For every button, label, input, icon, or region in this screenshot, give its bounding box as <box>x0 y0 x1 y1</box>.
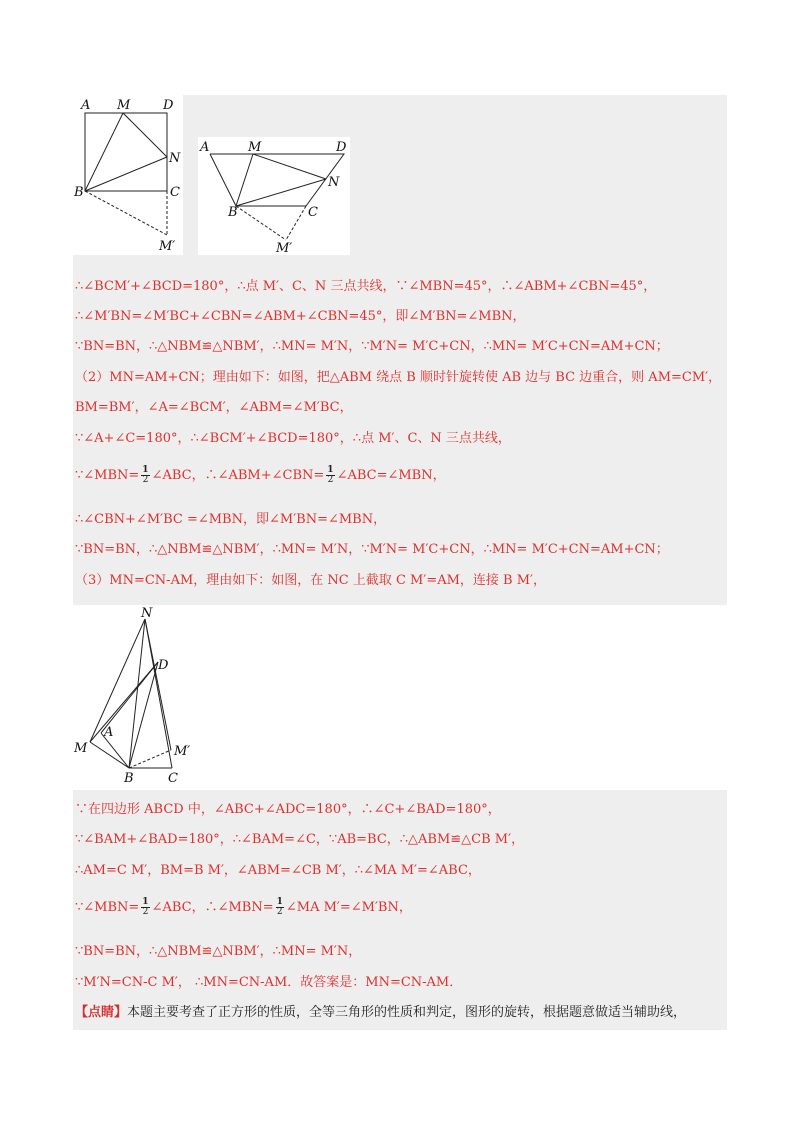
fraction-numerator: 1 <box>142 465 149 475</box>
text-segment: ∵∠MBN= <box>75 468 140 483</box>
text-line-14 <box>75 898 412 917</box>
text-line-5: BM=BM′，∠A=∠BCM′，∠ABM=∠M′BC， <box>75 400 353 415</box>
label-Mprime: M′ <box>276 241 293 255</box>
label-C: C <box>170 185 180 200</box>
fraction-denominator: 2 <box>276 907 283 917</box>
label-A: A <box>104 725 114 740</box>
label-M: M <box>248 140 262 155</box>
text-line-13: ∴AM=C M′，BM=B M′，∠ABM=∠CB M′，∴∠MA M′=∠ABC， <box>75 863 481 878</box>
fraction-numerator: 1 <box>276 897 283 907</box>
text-segment: ∠ABC=∠MBN， <box>336 468 446 483</box>
label-D: D <box>163 98 174 113</box>
text-segment: ∵∠MBN= <box>75 900 140 915</box>
fraction-denominator: 2 <box>142 907 149 917</box>
key-point-text: 本题主要考查了正方形的性质，全等三角形的性质和判定，图形的旋转，根据题意做适当辅助线， <box>127 1005 687 1020</box>
text-line-12: ∵∠BAM+∠BAD=180°，∴∠BAM=∠C，∵AB=BC，∴△ABM≌△CB M′， <box>75 832 525 847</box>
label-B: B <box>124 771 134 785</box>
fraction-denominator: 2 <box>327 475 334 485</box>
text-line-10: （3）MN=CN-AM，理由如下：如图，在 NC 上截取 C M′=AM，连接 B M′， <box>75 573 546 588</box>
label-A: A <box>200 140 210 155</box>
fraction-half <box>326 466 334 485</box>
figure-square <box>73 95 183 255</box>
label-D: D <box>158 658 169 673</box>
label-M: M <box>74 741 88 756</box>
text-line-6: ∵∠A+∠C=180°，∴∠BCM′+∠BCD=180°，∴点 M′、C、N 三点共线， <box>75 431 511 446</box>
fraction-numerator: 1 <box>327 465 334 475</box>
label-Mprime: M′ <box>159 239 176 254</box>
text-line-3: ∵BN=BN，∴△NBM≌△NBM′，∴MN= M′N，∵M′N= M′C+CN，∴MN= M′C+CN=AM+CN； <box>75 339 669 354</box>
label-N: N <box>169 151 181 166</box>
label-D: D <box>336 140 347 155</box>
label-N: N <box>328 175 340 190</box>
text-line-11: ∵在四边形 ABCD 中，∠ABC+∠ADC=180°，∴∠C+∠BAD=180°， <box>75 802 501 817</box>
fraction-half <box>141 898 149 917</box>
text-line-7 <box>75 466 446 485</box>
quadrilateral-diagram <box>73 605 195 785</box>
square-diagram <box>73 95 183 255</box>
text-line-1: ∴∠BCM′+∠BCD=180°，∴点 M′、C、N 三点共线，∵∠MBN=45°，∴∠ABM+∠CBN=45°， <box>75 279 657 294</box>
label-N: N <box>141 606 153 621</box>
label-B: B <box>74 185 84 200</box>
text-line-2: ∴∠M′BN=∠M′BC+∠CBN=∠ABM+∠CBN=45°，即∠M′BN=∠MBN， <box>75 309 526 324</box>
figure-quadrilateral <box>73 605 195 785</box>
text-segment: ∠MA M′=∠M′BN， <box>285 900 412 915</box>
text-segment: ∠ABC，∴∠MBN= <box>151 900 274 915</box>
fraction-half <box>141 466 149 485</box>
trapezoid-diagram <box>198 137 350 255</box>
text-line-4: （2）MN=AM+CN；理由如下：如图，把△ABM 绕点 B 顺时针旋转使 AB 边与 BC 边重合，则 AM=CM′， <box>75 370 722 385</box>
key-point-tag: 【点睛】 <box>75 1005 128 1020</box>
fraction-half <box>276 898 284 917</box>
figure-trapezoid <box>198 137 350 255</box>
label-A: A <box>81 98 91 113</box>
text-line-16: ∵M′N=CN-C M′， ∴MN=CN-AM．故答案是：MN=CN-AM． <box>75 975 463 990</box>
label-B: B <box>228 205 238 220</box>
text-line-9: ∵BN=BN，∴△NBM≌△NBM′，∴MN= M′N，∵M′N= M′C+CN，∴MN= M′C+CN=AM+CN； <box>75 542 669 557</box>
text-segment: ∠ABC，∴∠ABM+∠CBN= <box>151 468 325 483</box>
label-C: C <box>308 205 318 220</box>
text-line-17 <box>75 1005 686 1021</box>
label-M: M <box>117 98 131 113</box>
label-C: C <box>168 771 178 785</box>
label-Mprime: M′ <box>174 744 191 759</box>
text-line-8: ∴∠CBN+∠M′BC =∠MBN，即∠M′BN=∠MBN， <box>75 512 387 527</box>
text-line-15: ∵BN=BN，∴△NBM≌△NBM′，∴MN= M′N， <box>75 944 362 959</box>
fraction-numerator: 1 <box>142 897 149 907</box>
fraction-denominator: 2 <box>142 475 149 485</box>
